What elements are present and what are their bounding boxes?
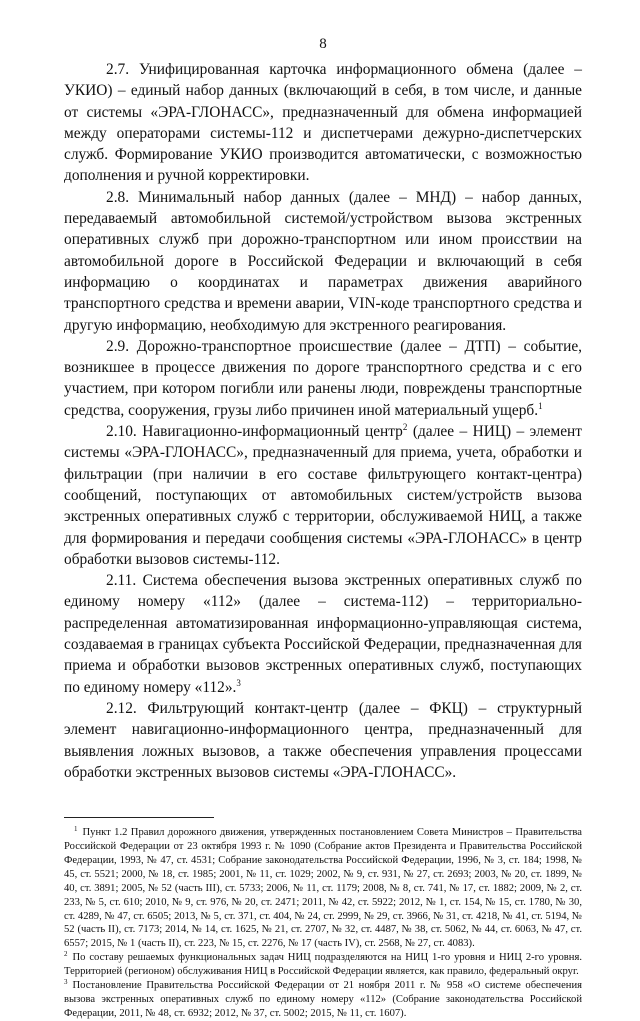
footnote-ref-2: 2 — [402, 421, 408, 432]
paragraph-2-9 — [64, 336, 582, 421]
paragraph-2-11-text: 2.11. Система обеспечения вызова экстренных оперативных служб по единому номеру «112» (далее – система-112) – территориально-распределенная автоматизированная информационно-управляющая система, создаваемая в границах субъекта Российской Федерации, предназначенная для приема и обработки вызовов экстренных оперативных служб, поступающих по единому номеру «112». — [64, 572, 582, 696]
footnote-ref-3: 3 — [236, 677, 241, 688]
footnote-2 — [64, 951, 582, 979]
footnote-1 — [64, 826, 582, 951]
paragraph-2-10-tail: (далее – НИЦ) – элемент системы «ЭРА-ГЛОНАСС», предназначенный для приема, учета, обработки и фильтрации (при наличии в его составе фильтрующего контакт-центра) сообщений, поступающих от автомобильных систем/устройств вызова экстренных оперативных служб с территории, обслуживаемой НИЦ, а также для формирования и передачи сообщения системы «ЭРА-ГЛОНАСС» в центр обработки вызовов системы-112. — [64, 423, 583, 568]
paragraph-2-10-head: 2.10. Навигационно-информационный центр — [106, 423, 403, 441]
page-number: 8 — [319, 36, 327, 52]
footnote-1-text: Пункт 1.2 Правил дорожного движения, утвержденных постановлением Совета Министров – Правительства Российской Федерации от 23 октября 1993 г. № 1090 (Собрание актов Президента и Правительства Российской Федерации, 1993, № 47, ст. 4531; Собрание законодательства Российской Федерации, 1996, № 3, ст. 184; 1998, № 45, ст. 5521; 2000, № 18, ст. 1985; 2001, № 11, ст. 1029; 2002, № 9, ст. 931, № 27, ст. 2693; 2003, № 20, ст. 1899, № 40, ст. 3891; 2005, № 52 (часть III), ст. 5733; 2006, № 11, ст. 1179; 2008, № 8, ст. 741, № 17, ст. 1882; 2009, № 2, ст. 233, № 5, ст. 610; 2010, № 9, ст. 976, № 20, ст. 2471; 2011, № 42, ст. 5922; 2012, № 1, ст. 154, № 15, ст. 1780, № 30, ст. 4289, № 47, ст. 6505; 2013, № 5, ст. 371, ст. 404, № 24, ст. 2999, № 29, ст. 3966, № 31, ст. 4218, № 41, ст. 5194, № 52 (часть II), ст. 7173; 2014, № 14, ст. 1625, № 21, ст. 2707, № 32, ст. 4487, № 38, ст. 5062, № 44, ст. 6063, № 47, ст. 6557; 2015, № 1 (часть II), ст. 223, № 15, ст. 2276, № 17 (часть IV), ст. 2568, № 27, ст. 4083). — [64, 827, 582, 950]
footnote-mark-2: 2 — [64, 949, 68, 958]
footnote-3 — [64, 979, 582, 1021]
paragraph-2-7: 2.7. Унифицированная карточка информационного обмена (далее – УКИО) – единый набор данных (включающий в себя, в том числе, и данные от системы «ЭРА-ГЛОНАСС», предназначенный для обмена информацией между операторами системы-112 и диспетчерами дежурно-диспетчерских служб. Формирование УКИО производится автоматически, с возможностью дополнения и ручной корректировки. — [64, 61, 582, 185]
paragraph-2-8: 2.8. Минимальный набор данных (далее – МНД) – набор данных, передаваемый автомобильной системой/устройством вызова экстренных оперативных служб при дорожно-транспортном или ином происствии на автомобильной дороге в Российской Федерации и включающий в себя информацию о координатах и параметрах движения аварийного транспортного средства и времени аварии, VIN-коде транспортного средства и другую информацию, необходимую для экстренного реагирования. — [64, 188, 582, 334]
paragraph-2-11 — [64, 570, 582, 698]
paragraph-2-12: 2.12. Фильтрующий контакт-центр (далее – ФКЦ) – структурный элемент навигационно-информационного центра, предназначенный для выявления ложных вызовов, а также обеспечения управления процессами обработки экстренных вызовов системы «ЭРА-ГЛОНАСС». — [64, 699, 582, 781]
footnote-3-text: Постановление Правительства Российской Федерации от 21 ноября 2011 г. № 958 «О системе обеспечения вызова экстренных оперативных служб по единому номеру «112» (Собрание законодательства Российской Федерации, 2011, № 48, ст. 6932; 2012, № 37, ст. 5002; 2015, № 11, ст. 1607). — [64, 980, 582, 1019]
footnote-divider — [64, 817, 214, 818]
footnote-mark-1: 1 — [74, 824, 78, 833]
paragraph-2-9-text: 2.9. Дорожно-транспортное происшествие (далее – ДТП) – событие, возникшее в процессе движения по дороге транспортного средства и с его участием, при котором погибли или ранены люди, повреждены транспортные средства, сооружения, грузы либо причинен иной материальный ущерб. — [64, 337, 582, 419]
footnote-2-text: По составу решаемых функциональных задач НИЦ подразделяются на НИЦ 1-го уровня и НИЦ 2-го уровня. Территорией (регионом) обслуживания НИЦ в Российской Федерации является, как правило, федеральный округ. — [64, 952, 582, 978]
paragraph-2-10 — [64, 421, 582, 570]
footnote-mark-3: 3 — [64, 977, 68, 986]
footnote-ref-1: 1 — [538, 400, 543, 411]
